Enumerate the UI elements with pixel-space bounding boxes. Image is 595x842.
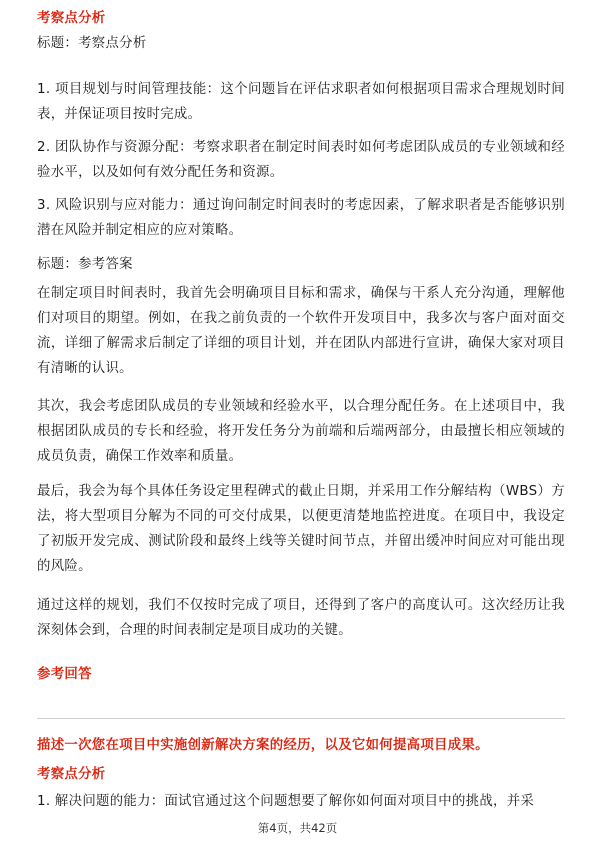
answer-paragraph-3: 最后，我会为每个具体任务设定里程碑式的截止日期，并采用工作分解结构（WBS）方法，将大型项目分解为不同的可交付成果，以便更清楚地监控进度。在项目中，我设定了初版开发完成、测试阶段和最终上线等关键时间节点，并留出缓冲时间应对可能出现的风险。 xyxy=(37,484,565,574)
page-footer: 第4页，共42页 xyxy=(257,821,338,835)
reference-answer-heading: 参考回答 xyxy=(37,667,92,682)
question-heading: 描述一次您在项目中实施创新解决方案的经历，以及它如何提高项目成果。 xyxy=(37,738,489,753)
title-answer: 标题：参考答案 xyxy=(37,257,133,272)
answer-paragraph-1: 在制定项目时间表时，我首先会明确项目目标和需求，确保与干系人充分沟通，理解他们对项目的期望。例如，在我之前负责的一个软件开发项目中，我多次与客户面对面交流，详细了解需求后制定了详细的项目计划，并在团队内部进行宣讲，确保大家对项目有清晰的认识。 xyxy=(37,286,565,376)
analysis-point-2: 2. 团队协作与资源分配：考察求职者在制定时间表时如何考虑团队成员的专业领域和经验水平，以及如何有效分配任务和资源。 xyxy=(37,140,565,180)
section-heading-analysis: 考察点分析 xyxy=(37,11,106,26)
answer-paragraph-4: 通过这样的规划，我们不仅按时完成了项目，还得到了客户的高度认可。这次经历让我深刻体会到，合理的时间表制定是项目成功的关键。 xyxy=(37,598,565,638)
answer-paragraph-2: 其次，我会考虑团队成员的专业领域和经验水平，以合理分配任务。在上述项目中，我根据团队成员的专长和经验，将开发任务分为前端和后端两部分，由最擅长相应领域的成员负责，确保工作效率和质量。 xyxy=(37,399,565,464)
section-divider xyxy=(37,718,565,719)
section-heading-analysis-2: 考察点分析 xyxy=(37,767,106,782)
analysis-2-point-1: 1. 解决问题的能力：面试官通过这个问题想要了解你如何面对项目中的挑战，并采 xyxy=(37,794,535,809)
analysis-point-3: 3. 风险识别与应对能力：通过询问制定时间表时的考虑因素，了解求职者是否能够识别潜在风险并制定相应的应对策略。 xyxy=(37,198,565,238)
title-analysis: 标题：考察点分析 xyxy=(37,36,147,51)
analysis-point-1: 1. 项目规划与时间管理技能：这个问题旨在评估求职者如何根据项目需求合理规划时间表，并保证项目按时完成。 xyxy=(37,82,565,122)
